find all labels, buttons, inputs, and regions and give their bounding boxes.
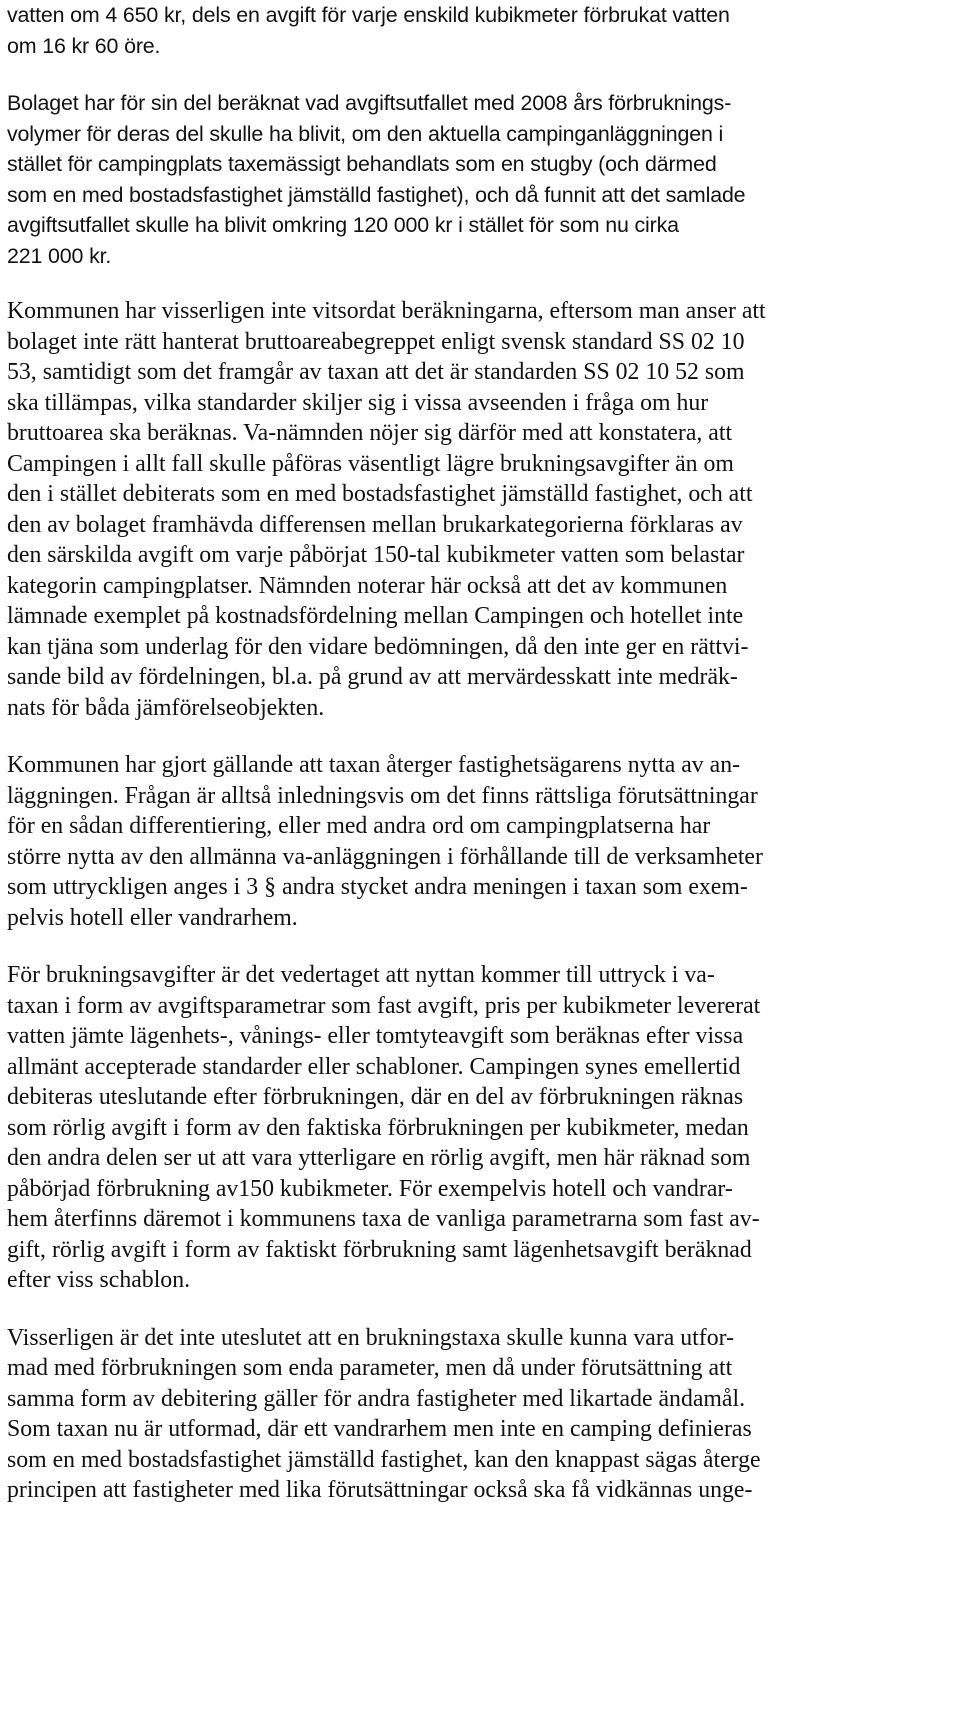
text-line: vatten jämte lägenhets-, vånings- eller tomtyteavgift som beräknas efter vissa bbox=[7, 1023, 744, 1049]
text-line: större nytta av den allmänna va-anläggningen i förhållande till de verksamheter bbox=[7, 843, 763, 870]
text-line: som en med bostadsfastighet jämställd fastighet, kan den knappast sägas återge bbox=[7, 1446, 761, 1473]
text-line: bruttoarea ska beräknas. Va-nämnden nöjer sig därför med att konstatera, att bbox=[7, 420, 733, 446]
text-line: hem återfinns däremot i kommunens taxa de vanliga parametrarna som fast av- bbox=[7, 1206, 760, 1232]
text-line: stället för campingplats taxemässigt behandlats som en stugby (och därmed bbox=[7, 152, 717, 176]
text-line: debiteras uteslutande efter förbrukningen, där en del av förbrukningen räknas bbox=[7, 1084, 744, 1110]
text-line: volymer för deras del skulle ha blivit, om den aktuella campinganläggningen i bbox=[7, 121, 724, 146]
text-line: kategorin campingplatser. Nämnden noterar här också att det av kommunen bbox=[7, 572, 728, 599]
text-line: den av bolaget framhävda differensen mellan brukarkategorierna förklaras av bbox=[7, 511, 743, 538]
text-line: som en med bostadsfastighet jämställd fastighet), och då funnit att det samlade bbox=[7, 182, 746, 207]
text-line: samma form av debitering gäller för andra fastigheter med likartade ändamål. bbox=[7, 1385, 746, 1412]
text-line: nats för båda jämförelseobjekten. bbox=[7, 694, 325, 721]
text-line: 53, samtidigt som det framgår av taxan att det är standarden SS 02 10 52 som bbox=[7, 359, 745, 385]
paragraph-3 bbox=[7, 296, 955, 723]
text-line: mad med förbrukningen som enda parameter, men då under förutsättning att bbox=[7, 1355, 733, 1381]
text-line: som uttryckligen anges i 3 § andra stycket andra meningen i taxan som exem- bbox=[7, 874, 748, 900]
text-line: Bolaget har för sin del beräknat vad avgiftsutfallet med 2008 års förbruknings- bbox=[7, 91, 732, 115]
text-line: Kommunen har visserligen inte vitsordat beräkningarna, eftersom man anser att bbox=[7, 298, 766, 324]
paragraph-gap bbox=[7, 1296, 955, 1323]
text-line: som rörlig avgift i form av den faktiska förbrukningen per kubikmeter, medan bbox=[7, 1114, 749, 1141]
text-line: gift, rörlig avgift i form av faktiskt förbrukning samt lägenhetsavgift beräknad bbox=[7, 1236, 752, 1263]
text-line: sande bild av fördelningen, bl.a. på grund av att mervärdesskatt inte medräk- bbox=[7, 664, 738, 690]
text-line: 221 000 kr. bbox=[7, 243, 112, 268]
text-line: för en sådan differentiering, eller med andra ord om campingplatserna har bbox=[7, 813, 711, 839]
paragraph-5 bbox=[7, 960, 955, 1296]
text-line: Som taxan nu är utformad, där ett vandrarhem men inte en camping definieras bbox=[7, 1416, 752, 1442]
text-line: påbörjad förbrukning av150 kubikmeter. För exempelvis hotell och vandrar- bbox=[7, 1175, 733, 1202]
text-line: Campingen i allt fall skulle påföras väsentligt lägre brukningsavgifter än om bbox=[7, 450, 734, 477]
paragraph-4 bbox=[7, 750, 955, 933]
document-page bbox=[7, 0, 955, 1506]
text-line: den i stället debiterats som en med bostadsfastighet jämställd fastighet, och att bbox=[7, 481, 753, 507]
text-line: allmänt accepterade standarder eller schabloner. Campingen synes emellertid bbox=[7, 1053, 741, 1080]
paragraph-gap bbox=[7, 61, 955, 88]
text-line: vatten om 4 650 kr, dels en avgift för varje enskild kubikmeter förbrukat vatten bbox=[7, 3, 730, 27]
text-line: kan tjäna som underlag för den vidare bedömningen, då den inte ger en rättvi- bbox=[7, 633, 749, 660]
text-line: pelvis hotell eller vandrarhem. bbox=[7, 904, 298, 931]
text-line: läggningen. Frågan är alltså inledningsvis om det finns rättsliga förutsättningar bbox=[7, 782, 758, 809]
text-line: efter viss schablon. bbox=[7, 1267, 191, 1293]
text-line: den särskilda avgift om varje påbörjat 150-tal kubikmeter vatten som belastar bbox=[7, 542, 745, 568]
text-line: om 16 kr 60 öre. bbox=[7, 33, 161, 58]
text-line: taxan i form av avgiftsparametrar som fast avgift, pris per kubikmeter levererat bbox=[7, 992, 761, 1019]
text-line: bolaget inte rätt hanterat bruttoareabegreppet enligt svensk standard SS 02 10 bbox=[7, 328, 745, 355]
paragraph-gap bbox=[7, 271, 955, 296]
paragraph-6 bbox=[7, 1323, 955, 1506]
text-line: Kommunen har gjort gällande att taxan återger fastighetsägarens nytta av an- bbox=[7, 752, 741, 778]
text-line: För brukningsavgifter är det vedertaget att nyttan kommer till uttryck i va- bbox=[7, 962, 715, 988]
paragraph-2 bbox=[7, 88, 955, 271]
text-line: ska tillämpas, vilka standarder skiljer sig i vissa avseenden i fråga om hur bbox=[7, 389, 709, 416]
text-line: avgiftsutfallet skulle ha blivit omkring 120 000 kr i stället för som nu cirka bbox=[7, 213, 679, 237]
text-line: Visserligen är det inte uteslutet att en brukningstaxa skulle kunna vara utfor- bbox=[7, 1324, 734, 1351]
text-line: lämnade exemplet på kostnadsfördelning mellan Campingen och hotellet inte bbox=[7, 603, 744, 629]
paragraph-1 bbox=[7, 0, 955, 61]
paragraph-gap bbox=[7, 723, 955, 750]
text-line: den andra delen ser ut att vara ytterligare en rörlig avgift, men här räknad som bbox=[7, 1145, 751, 1171]
text-line: principen att fastigheter med lika förutsättningar också ska få vidkännas unge- bbox=[7, 1477, 753, 1503]
paragraph-gap bbox=[7, 933, 955, 960]
